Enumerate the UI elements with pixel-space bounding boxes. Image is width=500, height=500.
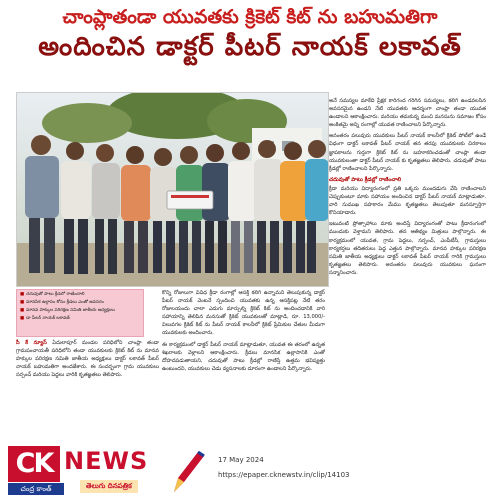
bullet-icon: ■ bbox=[20, 308, 25, 313]
article-paragraph: ఈ కార్యక్రమంలో డాక్టర్ పీటర్ నాయక్ మాట్లాడుతూ, యువత ఈ తరంలో ఉన్నత శిఖరాలకు వెళ్లాలని ఆకాంక్షించారు. క్రీడలు మానసిక ఉల్లాసానికి ఎంతో దోహదపడుతాయని, చదువుతో పాటు క్రీడల్లో రాణిస్తే ఉత్తమ భవిష్యత్తు ఉంటుందని, యువకులు చెడు వ్యసనాలకు దూరంగా ఉండాలని పేర్కొన్నారు. bbox=[162, 341, 325, 372]
bullet-item bbox=[20, 291, 140, 299]
article-paragraph: ఇటువంటి ప్రోత్సాహాలు మాకు అందిస్తే విద్యారంగంతో పాటు క్రీడారంగంలో ముందుకు వెళ్తామని తెలిపారు. తన ఆతిథ్యం మిత్రులు పాల్గొన్నారు. ఈ కార్యక్రమంలో యువత, గ్రామ పెద్దలు, సర్పంచ్, ఎంపీటీసీ, గ్రామస్తులు కార్యకర్తలు తదితరులు పెద్ద ఎత్తున పాల్గొన్నారు. మానవ హక్కుల పరిరక్షణ సమితి జాతీయ అధ్యక్షులు డాక్టర్ లకావత్ పీటర్ నాయక్ గారికి గ్రామస్తులు కృతజ్ఞతలు తెలిపారు. అనంతరం పలువురు యువకులు ఘనంగా సన్మానించారు. bbox=[329, 221, 486, 276]
logo-letters: CK bbox=[8, 446, 60, 482]
headline-line-1: చాంప్లాతండా యువతకు క్రికెట్ కిట్ ను బహుమతిగా bbox=[62, 6, 438, 28]
news-dateline: సీ కే న్యూస్ bbox=[16, 340, 47, 346]
article-column-left bbox=[16, 339, 159, 424]
bullet-item bbox=[20, 299, 140, 307]
bullet-icon: ■ bbox=[20, 292, 25, 297]
article-subheading: చదువుతో పాటు క్రీడల్లో రాణించాలి bbox=[329, 176, 402, 183]
headline-line-2: అందించిన డాక్టర్ పీటర్ నాయక్ లకావత్ bbox=[38, 32, 462, 62]
bullet-item bbox=[20, 315, 140, 323]
article-paragraph: అనంతరం పలువురు యువకులు పీటర్ నాయక్ కాలనీలో క్రికెట్ పోటీలో ఉండే విధంగా డాక్టర్ లకావత్ పీటర్ నాయక్ తన తరఫు యువకులకు చిరకాలం జ్ఞాపకాలను గుర్తుగా క్రికెట్ కిట్ ను బహూకరించడంతో చాంప్లా తండా యువకులంతా డాక్టర్ పీటర్ నాయక్ కు కృతజ్ఞతలు తెలిపారు. చదువుతో పాటు క్రీడల్లో రాణించాలని పేర్కొన్నారు. bbox=[329, 133, 486, 172]
article-paragraph: క్రీడా మరియు విద్యారంగంలో ప్రతి ఒక్కరు ముందడుగు వేసి రాణించాలని చెప్పుకుంటూ మాకు సహాయం అందించిన డాక్టర్ పీటర్ నాయక్ మాట్లాడుతూ. వారి సుముఖ సహకారం మేము కృతజ్ఞతలు తెలుపుతూ మనస్ఫూర్తిగా కొనియాడారు. bbox=[329, 185, 486, 217]
group-photo-illustration bbox=[17, 93, 328, 286]
bullet-text: డా పీటర్ నాయక్ లకావత్ bbox=[26, 316, 70, 321]
logo-word: NEWS bbox=[64, 447, 149, 475]
article-column-middle bbox=[162, 289, 325, 424]
article-column-right bbox=[329, 97, 486, 424]
article-text: ఏదులాపూర్ మండల పరిధిలోని చాంప్లా తండా గ్రామపంచాయతీ పరిధిలోని తండా యువకులకు క్రికెట్ కిట్ ను మానవ హక్కుల పరిరక్షణ సమితి జాతీయ అధ్యక్షులు డాక్టర్ లకావత్ పీటర్ నాయక్ బహుమతిగా అందజేశారు. ఈ సందర్భంగా గ్రామ యువకులు సర్పంచ్ మరియు పెద్దలు వారికి కృతజ్ఞతలు తెలిపారు. bbox=[16, 340, 159, 379]
news-photo bbox=[16, 92, 329, 287]
article-paragraph: కొన్ని రోజులుగా వివిధ క్రీడా రంగాల్లో ఆసక్తి కలిగి ఉన్నామని తెలుపుకున్న డాక్టర్ పీటర్ నాయక్ వెంటనే స్పందించి యువతకు ఉన్న ఆసక్తిపట్ల నేటి తరం రోజులయందు చాలా ఎదుగు మార్పుల్ని క్రికెట్ కిట్ ను అందించడానికి వారి సహాయాన్ని తెలిపిన మనసుతో క్రికెట్ యువకులతో మాట్లాడి, రూ. 13,000/- విలువగల క్రికెట్ కిట్ ను పీటర్ నాయక్ కాలనీలో క్రికెట్ ప్రేమికుల చేతుల మీదుగా యువకులకు అందించారు. bbox=[162, 290, 325, 337]
bullet-icon: ■ bbox=[20, 300, 25, 305]
ck-news-logo bbox=[8, 446, 213, 496]
clip-url[interactable]: https://epaper.cknewstv.in/clip/14103 bbox=[218, 471, 350, 479]
clip-date: 17 May 2024 bbox=[218, 456, 264, 464]
bullet-text: మానసిక ఉల్లాసం కోసం క్రీడలు ఎంతో అవసరం bbox=[26, 300, 104, 305]
article-paragraph: అనే సమస్యల మాకేది ప్రేక్షక కారిగంద గరిగిన సమస్యలు, కలిగి ఉండవలసిన అవసరమైన ఉండని నేటి యువతకు ఆదర్శంగా చాంప్లా తండా యువత ఉండాలని ఆకాంక్షించారు. మరియు తమకున్న మంచి మనసును సమాజం కోసం అంకితమై అన్ని రంగాల్లో యువత రాణించాలని పేర్కొన్నారు. bbox=[329, 98, 486, 129]
logo-tagline: తెలుగు దినపత్రిక bbox=[80, 480, 138, 493]
bullet-item bbox=[20, 307, 140, 315]
bullet-text: మానవ హక్కుల పరిరక్షణ సమితి జాతీయ అధ్యక్షులు bbox=[26, 308, 115, 313]
pen-icon bbox=[168, 448, 208, 494]
article-paragraph bbox=[16, 339, 159, 379]
bullet-icon: ■ bbox=[20, 316, 25, 321]
footer bbox=[0, 440, 500, 500]
logo-sub: చంద్ర కాంత్ bbox=[8, 483, 64, 495]
highlight-bullets-box bbox=[16, 289, 144, 337]
bullet-text: చదువుతో పాటు క్రీడలో రాణించాలి bbox=[26, 292, 85, 297]
